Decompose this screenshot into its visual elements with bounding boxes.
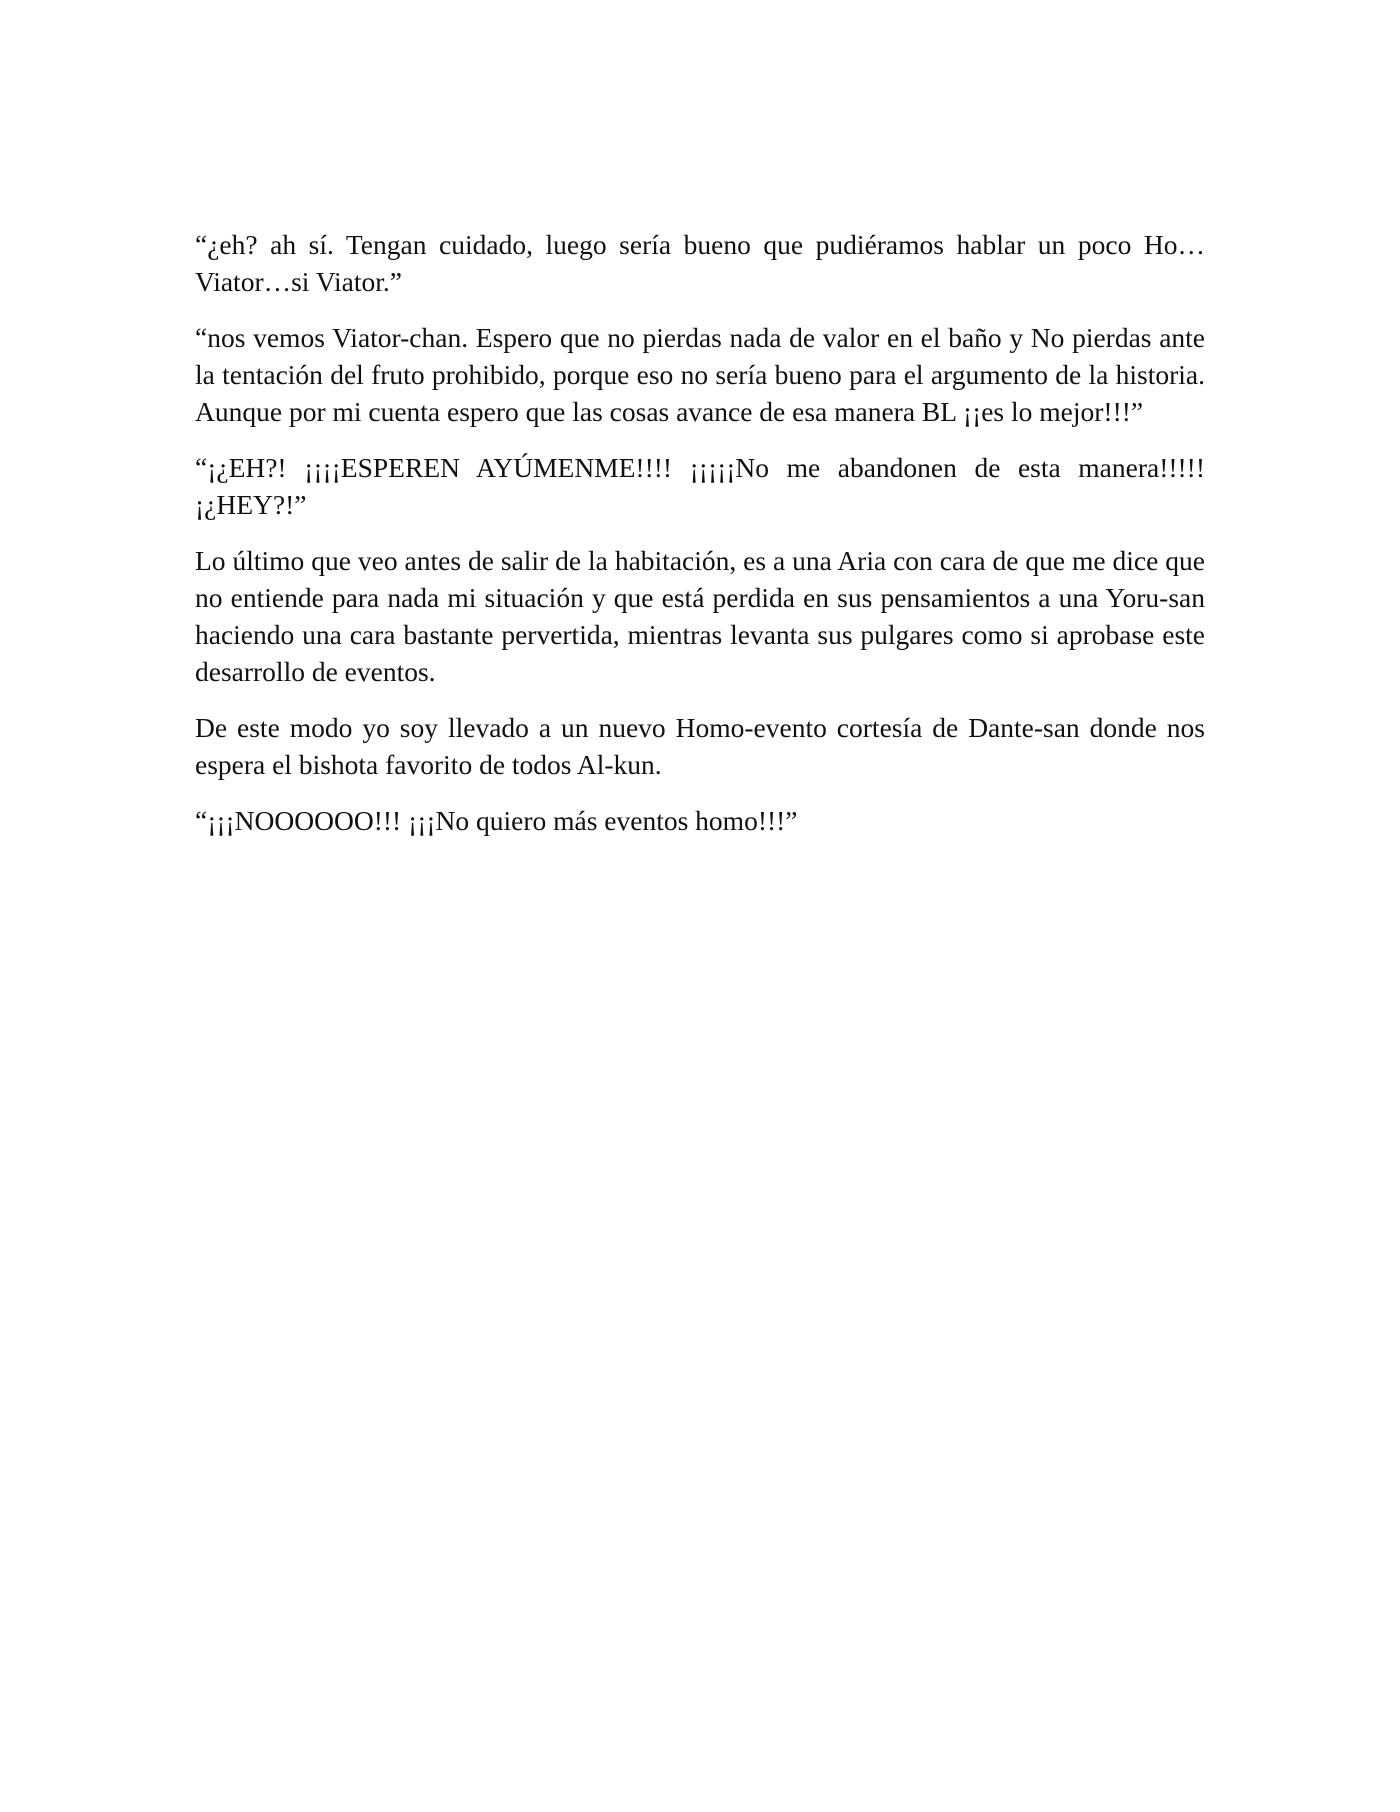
paragraph: “¡¿EH?! ¡¡¡¡ESPEREN AYÚMENME!!!! ¡¡¡¡¡No me abandonen de esta manera!!!!! ¡¿HEY?!”: [195, 452, 1205, 520]
body-text: [195, 226, 1205, 839]
paragraph: “¡¡¡NOOOOOO!!! ¡¡¡No quiero más eventos homo!!!”: [195, 805, 798, 836]
paragraph: “nos vemos Viator-chan. Espero que no pierdas nada de valor en el baño y No pierdas ante la tentación del fruto prohibido, porque eso no sería bueno para el argumento de la historia. Aunque por mi cuenta espero que las cosas avance de esa manera BL ¡¡es lo mejor!!!”: [195, 322, 1205, 427]
paragraph: Lo último que veo antes de salir de la habitación, es a una Aria con cara de que me dice que no entiende para nada mi situación y que está perdida en sus pensamientos a una Yoru-san haciendo una cara bastante pervertida, mientras levanta sus pulgares como si aprobase este desarrollo de eventos.: [195, 545, 1205, 687]
paragraph: De este modo yo soy llevado a un nuevo Homo-evento cortesía de Dante-san donde nos espera el bishota favorito de todos Al-kun.: [195, 712, 1205, 780]
paragraph: “¿eh? ah sí. Tengan cuidado, luego sería bueno que pudiéramos hablar un poco Ho…Viator…si Viator.”: [195, 229, 1205, 297]
